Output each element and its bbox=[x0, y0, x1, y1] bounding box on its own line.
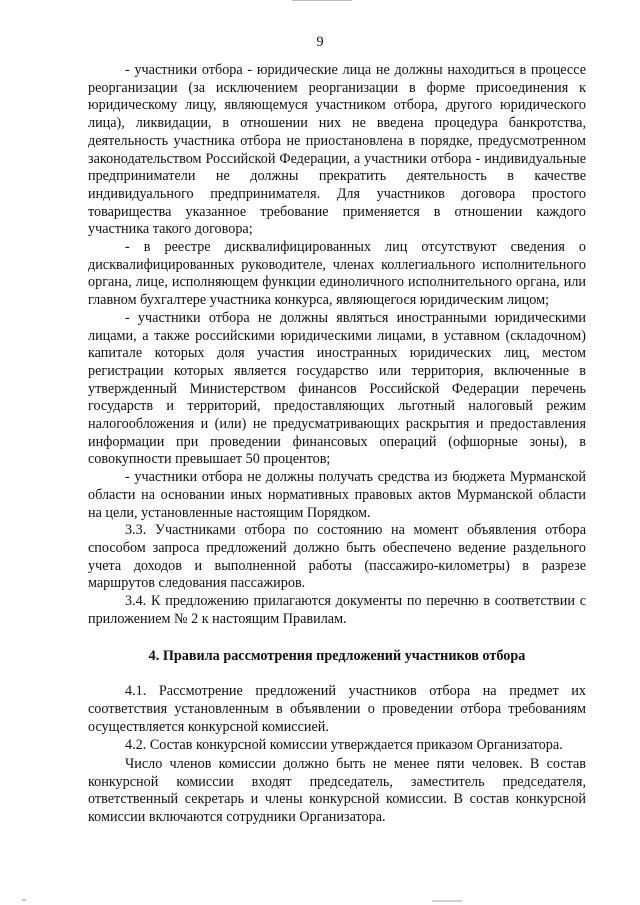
scan-top-mark bbox=[292, 0, 352, 1]
paragraph-commission-members: Число членов комиссии должно быть не менее пяти человек. В состав конкурсной комиссии входят председатель, заместитель председателя, ответственный секретарь и члены конкурсной комиссии. В состав конкурсной комиссии включаются сотрудники Организатора. bbox=[88, 756, 586, 826]
paragraph-requirement-budget: - участники отбора не должны получать средства из бюджета Мурманской области на основании иных нормативных правовых актов Мурманской области на цели, установленные настоящим Порядком. bbox=[88, 469, 586, 521]
paragraph-3-4: 3.4. К предложению прилагаются документы по перечню в соответствии с приложением № 2 к настоящим Правилам. bbox=[88, 593, 586, 627]
paragraph-4-2: 4.2. Состав конкурсной комиссии утверждается приказом Организатора. bbox=[125, 737, 563, 754]
paragraph-3-3: 3.3. Участниками отбора по состоянию на момент объявления отбора способом запроса предложений должно быть обеспечено ведение раздельного учета доходов и выполненной работы (пассажиро-километры) в разрезе маршрутов следования пассажиров. bbox=[88, 522, 586, 592]
paragraph-requirement-foreign: - участники отбора не должны являться иностранными юридическими лицами, а также российскими юридическими лицами, в уставном (складочном) капитале которых доля участия иностранных юридических лиц, местом регистрации которых является государство или территория, включенные в утвержденный Министерством финансов Российской Федерации перечень государств и территорий, предоставляющих льготный налоговый режим налогообложения и (или) не предусматривающих раскрытия и предоставления информации при проведении финансовых операций (офшорные зоны), в совокупности превышает 50 процентов; bbox=[88, 309, 586, 468]
scan-edge-mark bbox=[22, 899, 26, 901]
paragraph-requirement-disqualified: - в реестре дисквалифицированных лиц отсутствуют сведения о дисквалифицированных руководителе, членах коллегиального исполнительного органа, лице, исполняющем функции единоличного исполнительного органа, или главном бухгалтере участника конкурса, являющегося юридическим лицом; bbox=[88, 239, 586, 309]
paragraph-requirement-reorganization: - участники отбора - юридические лица не должны находиться в процессе реорганизации (за исключением реорганизации в форме присоединения к юридическому лицу, являющемуся участником отбора, другого юридического лица), ликвидации, в отношении них не введена процедура банкротства, деятельность участника отбора не приостановлена в порядке, предусмотренном законодательством Российской Федерации, а участники отбора - индивидуальные предприниматели не должны прекратить деятельность в качестве индивидуального предпринимателя. Для участников договора простого товарищества указанное требование применяется в отношении каждого участника такого договора; bbox=[88, 62, 586, 238]
section-heading: 4. Правила рассмотрения предложений участников отбора bbox=[148, 647, 526, 664]
document-body bbox=[88, 62, 586, 827]
page-number: 9 bbox=[316, 34, 324, 50]
scan-bottom-mark bbox=[432, 900, 462, 902]
paragraph-4-1: 4.1. Рассмотрение предложений участников отбора на предмет их соответствия установленным в объявлении о проведении отбора требованиям осуществляется конкурсной комиссией. bbox=[88, 683, 586, 735]
